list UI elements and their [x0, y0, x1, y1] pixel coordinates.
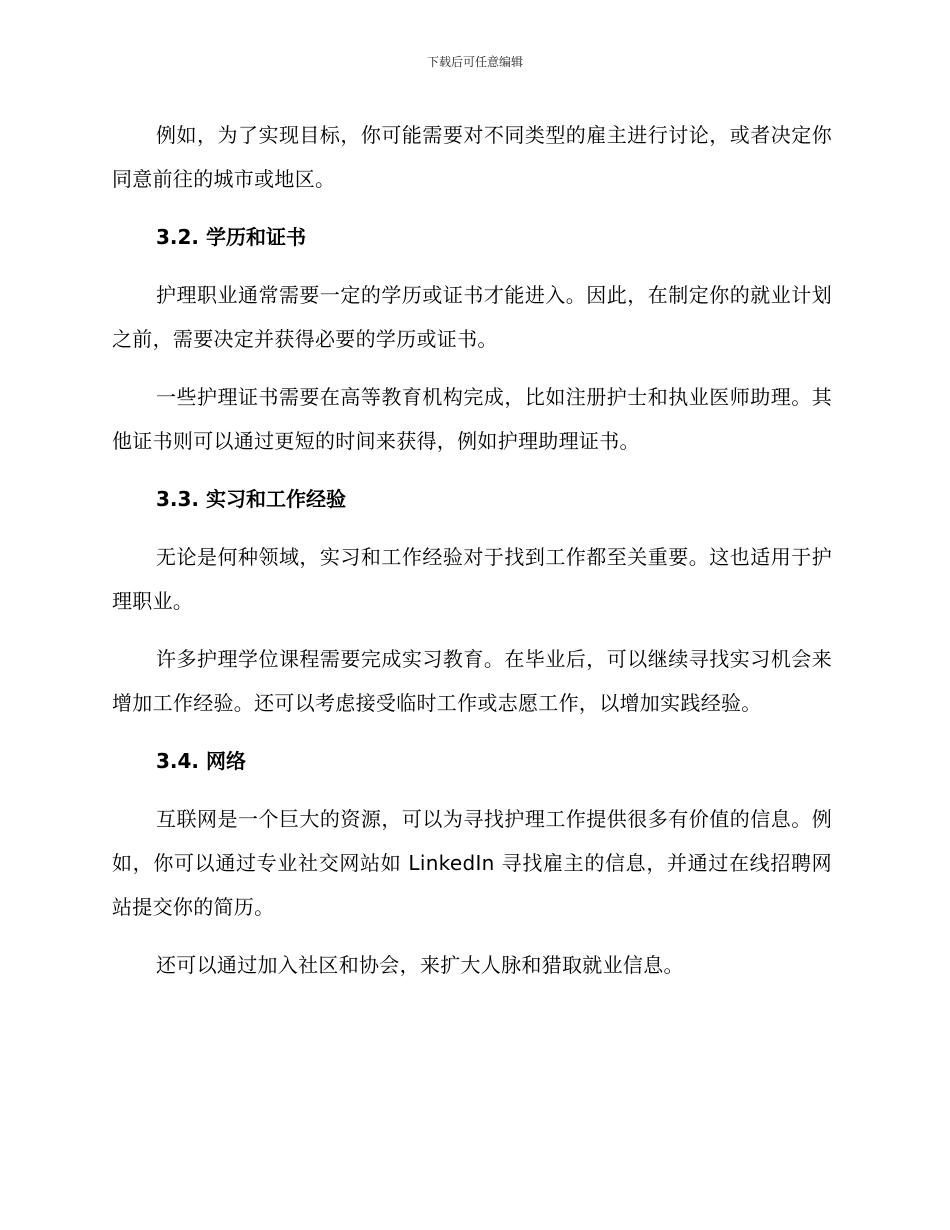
paragraph-education-requirement: 护理职业通常需要一定的学历或证书才能进入。因此，在制定你的就业计划之前，需要决定并获得必要的学历或证书。 — [112, 283, 832, 351]
section-heading-education-certificates: 3.2. 学历和证书 — [156, 225, 306, 249]
document-body — [112, 113, 832, 1001]
paragraph-community-associations: 还可以通过加入社区和协会，来扩大人脉和猎取就业信息。 — [156, 953, 684, 977]
paragraph-example-goals: 例如，为了实现目标，你可能需要对不同类型的雇主进行讨论，或者决定你同意前往的城市或地区。 — [112, 123, 832, 191]
page-header-note: 下载后可任意编辑 — [426, 55, 523, 69]
section-heading-internship-experience: 3.3. 实习和工作经验 — [156, 487, 346, 511]
paragraph-certificate-types: 一些护理证书需要在高等教育机构完成，比如注册护士和执业医师助理。其他证书则可以通过更短的时间来获得，例如护理助理证书。 — [112, 385, 832, 453]
paragraph-internet-resources: 互联网是一个巨大的资源，可以为寻找护理工作提供很多有价值的信息。例如，你可以通过专业社交网站如 LinkedIn 寻找雇主的信息，并通过在线招聘网站提交你的简历。 — [112, 807, 832, 919]
section-heading-network: 3.4. 网络 — [156, 749, 246, 773]
paragraph-experience-importance: 无论是何种领域，实习和工作经验对于找到工作都至关重要。这也适用于护理职业。 — [112, 545, 832, 613]
paragraph-internship-opportunities: 许多护理学位课程需要完成实习教育。在毕业后，可以继续寻找实习机会来增加工作经验。还可以考虑接受临时工作或志愿工作，以增加实践经验。 — [112, 647, 832, 715]
